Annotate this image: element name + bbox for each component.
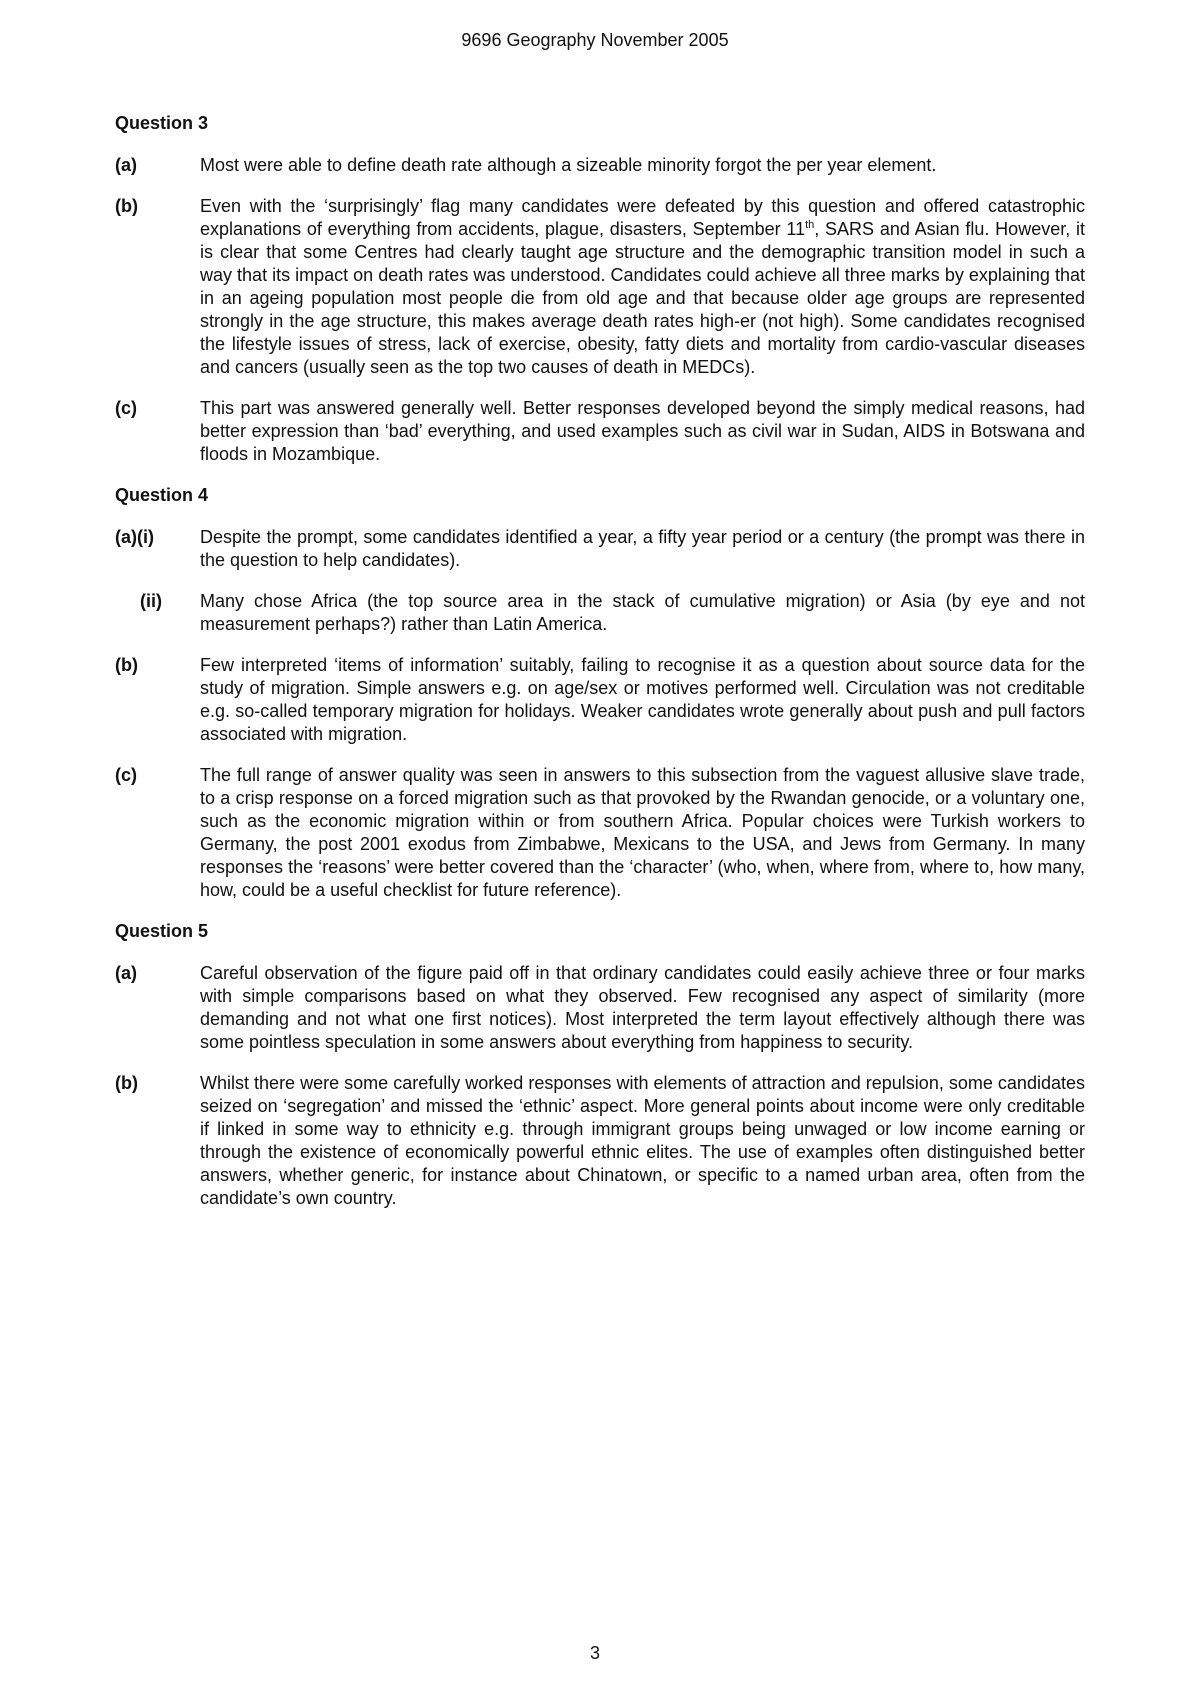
item-text: Despite the prompt, some candidates identified a year, a fifty year period or a century (the prompt was there in the question to help candidates). xyxy=(200,527,1085,570)
item-text: Few interpreted ‘items of information’ suitably, failing to recognise it as a question about source data for the study of migration. Simple answers e.g. on age/sex or motives performed well. Circulation was not creditable e.g. so-called temporary migration for holidays. Weaker candidates wrote generally about push and pull factors associated with migration. xyxy=(200,655,1085,744)
item-text: Whilst there were some carefully worked responses with elements of attraction and repulsion, some candidates seized on ‘segregation’ and missed the ‘ethnic’ aspect. More general points about income were only creditable if linked in some way to ethnicity e.g. through immigrant groups being unwaged or low income earning or through the existence of economically powerful ethnic elites. The use of examples often distinguished better answers, whether generic, for instance about Chinatown, or specific to a named urban area, often from the candidate’s own country. xyxy=(200,1073,1085,1208)
question-3 xyxy=(115,112,1085,466)
document-body xyxy=(115,112,1085,1228)
item-text-part: , SARS and Asian flu. However, it is clear that some Centres had clearly taught age structure and the demographic transition model in such a way that its impact on death rates was understood. Candidates could achieve all three marks by explaining that in an ageing population most people die from old age and that because older age groups are represented strongly in the age structure, this makes average death rates high-er (not high). Some candidates recognised the lifestyle issues of stress, lack of exercise, obesity, fatty diets and mortality from cardio-vascular diseases and cancers (usually seen as the top two causes of death in MEDCs). xyxy=(200,219,1085,377)
superscript: th xyxy=(805,219,815,231)
answer-item xyxy=(115,195,1085,379)
item-text: This part was answered generally well. Better responses developed beyond the simply medical reasons, had better expression than ‘bad’ everything, and used examples such as civil war in Sudan, AIDS in Botswana and floods in Mozambique. xyxy=(200,398,1085,464)
answer-item xyxy=(115,526,1085,572)
question-title: Question 5 xyxy=(115,921,209,941)
answer-item xyxy=(115,654,1085,746)
question-title: Question 4 xyxy=(115,485,209,505)
item-text-part: Even with the ‘surprisingly’ flag many candidates were defeated by this question and offered catastrophic explanations of everything from accidents, plague, disasters, September 11 xyxy=(200,196,1085,239)
answer-item xyxy=(115,962,1085,1054)
item-text: The full range of answer quality was seen in answers to this subsection from the vaguest allusive slave trade, to a crisp response on a forced migration such as that provoked by the Rwandan genocide, or a voluntary one, such as the economic migration within or from southern Africa. Popular choices were Turkish workers to Germany, the post 2001 exodus from Zimbabwe, Mexicans to the USA, and Jews from Germany. In many responses the ‘reasons’ were better covered than the ‘character’ (who, when, where from, where to, how many, how, could be a useful checklist for future reference). xyxy=(200,765,1085,900)
item-label: (a) xyxy=(115,963,137,983)
item-label: (ii) xyxy=(140,591,162,611)
item-label: (c) xyxy=(115,398,137,418)
question-5 xyxy=(115,920,1085,1210)
item-label: (b) xyxy=(115,655,138,675)
item-label: (c) xyxy=(115,765,137,785)
item-text: Careful observation of the figure paid off in that ordinary candidates could easily achieve three or four marks with simple comparisons based on what they observed. Few recognised any aspect of similarity (more demanding and not what one first notices). Most interpreted the term layout effectively although there was some pointless speculation in some answers about everything from happiness to security. xyxy=(200,963,1085,1052)
question-title: Question 3 xyxy=(115,113,209,133)
item-label: (a)(i) xyxy=(115,527,154,547)
answer-item xyxy=(115,154,1085,177)
answer-item xyxy=(115,397,1085,466)
item-label: (a) xyxy=(115,155,137,175)
item-text: Most were able to define death rate although a sizeable minority forgot the per year element. xyxy=(200,155,937,175)
item-label: (b) xyxy=(115,1073,138,1093)
page-header: 9696 Geography November 2005 xyxy=(461,30,729,50)
item-text xyxy=(200,195,1085,379)
answer-item xyxy=(115,1072,1085,1210)
item-label: (b) xyxy=(115,196,138,216)
answer-item xyxy=(115,764,1085,902)
page-number: 3 xyxy=(589,1643,600,1663)
item-text: Many chose Africa (the top source area in the stack of cumulative migration) or Asia (by eye and not measurement perhaps?) rather than Latin America. xyxy=(200,591,1085,634)
answer-item xyxy=(115,590,1085,636)
question-4 xyxy=(115,484,1085,902)
